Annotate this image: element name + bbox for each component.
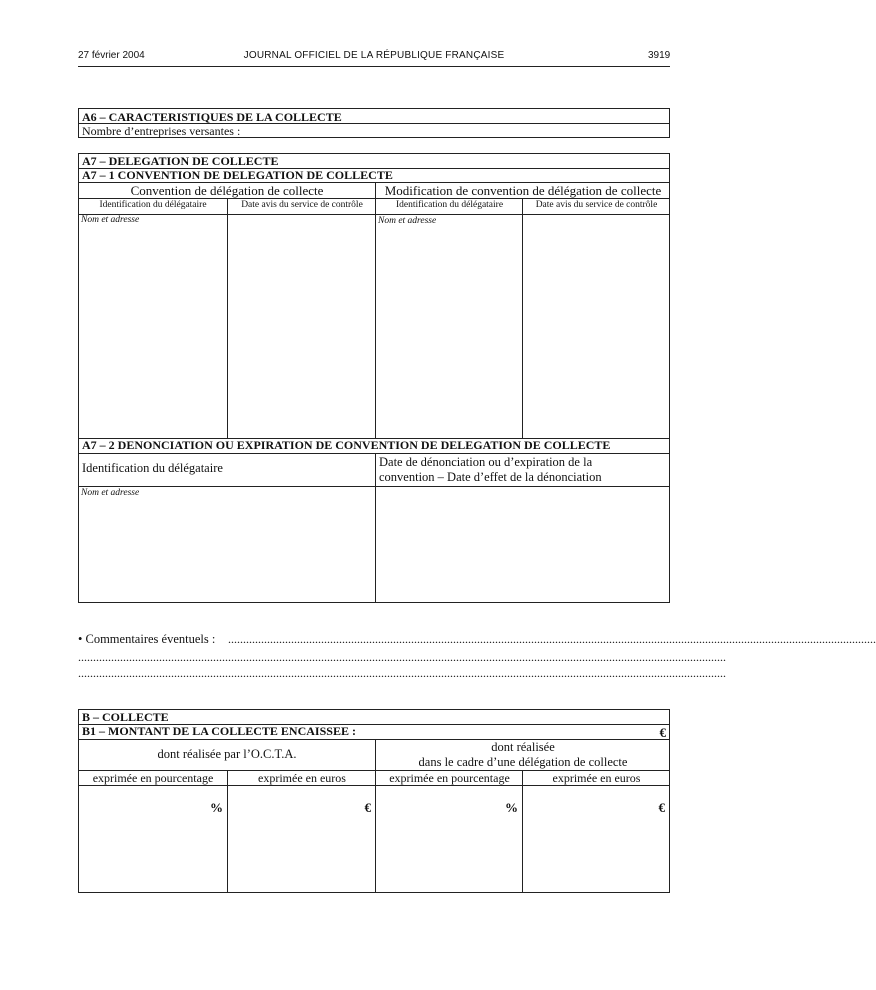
- col-date-1: [227, 198, 375, 214]
- den-date-head: [375, 453, 669, 486]
- deleg-label-1: dont réalisée: [491, 740, 555, 754]
- conv-left-label: Convention de délégation de collecte: [130, 183, 324, 198]
- ident-2-field[interactable]: [375, 214, 522, 438]
- b1-row: [79, 724, 669, 739]
- a6-title: A6 – CARACTERISTIQUES DE LA COLLECTE: [82, 110, 342, 124]
- col-ident-2: [375, 198, 522, 214]
- pct-label-2: exprimée en pourcentage: [389, 771, 510, 785]
- den-ident-field[interactable]: [79, 486, 375, 602]
- eur-head-2: [522, 770, 669, 785]
- comments-line-2[interactable]: ........................................................................................................................................................................................................................: [78, 650, 726, 664]
- comments-line-3[interactable]: ........................................................................................................................................................................................................................: [78, 666, 726, 680]
- col-ident-1: [79, 198, 227, 214]
- octa-label: dont réalisée par l’O.C.T.A.: [157, 747, 297, 761]
- date-1-field[interactable]: [227, 214, 375, 438]
- col-date-2-label: Date avis du service de contrôle: [535, 200, 658, 210]
- deleg-head: [375, 739, 669, 770]
- nom-adresse-3: Nom et adresse: [81, 488, 140, 498]
- den-ident-label: Identification du délégataire: [82, 461, 223, 475]
- eur-field-2[interactable]: [522, 785, 669, 892]
- pct-label-1: exprimée en pourcentage: [92, 771, 214, 785]
- pct-field-2[interactable]: [375, 785, 522, 892]
- pct-head-2: [375, 770, 522, 785]
- entreprises-label: Nombre d’entreprises versantes :: [82, 124, 241, 138]
- deleg-label-2: dans le cadre d’une délégation de collecte: [418, 755, 628, 769]
- a7-2-row: [79, 438, 669, 453]
- b1-euro-symbol: €: [659, 725, 666, 740]
- col-date-2: [522, 198, 669, 214]
- a6-row: [79, 123, 669, 137]
- a7-1-title: A7 – 1 CONVENTION DE DELEGATION DE COLLECTE: [82, 168, 393, 182]
- comments-label: • Commentaires éventuels :: [78, 632, 216, 646]
- conv-right-head: [375, 182, 669, 198]
- page-number: 3919: [648, 50, 671, 61]
- a7-title: A7 – DELEGATION DE COLLECTE: [82, 154, 279, 168]
- b-title: B – COLLECTE: [82, 710, 169, 724]
- eur-head-1: [227, 770, 375, 785]
- col-ident-1-label: Identification du délégataire: [99, 200, 207, 210]
- a7-2-title: A7 – 2 DENONCIATION OU EXPIRATION DE CONVENTION DE DELEGATION DE COLLECTE: [82, 438, 611, 452]
- den-ident-head: [79, 453, 375, 486]
- date-2-field[interactable]: [522, 214, 669, 438]
- header-title: JOURNAL OFFICIEL DE LA RÉPUBLIQUE FRANÇAISE: [243, 50, 505, 61]
- euro-symbol-1: €: [364, 800, 371, 815]
- den-date-label-2: convention – Date d’effet de la dénonciation: [379, 470, 602, 484]
- b-section: [78, 709, 670, 893]
- col-date-1-label: Date avis du service de contrôle: [241, 200, 363, 210]
- conv-right-label: Modification de convention de délégation de collecte: [384, 183, 662, 198]
- ident-1-field[interactable]: [79, 214, 227, 438]
- eur-label-1: exprimée en euros: [258, 771, 346, 785]
- conv-left-head: [79, 182, 375, 198]
- col-ident-2-label: Identification du délégataire: [395, 200, 504, 210]
- nom-adresse-1: Nom et adresse: [81, 215, 140, 225]
- den-date-field[interactable]: [375, 486, 669, 602]
- pct-field-1[interactable]: [79, 785, 227, 892]
- den-date-label-1: Date de dénonciation ou d’expiration de la: [379, 455, 593, 469]
- header-date: 27 février 2004: [78, 50, 145, 61]
- eur-label-2: exprimée en euros: [552, 771, 641, 785]
- a6-section: [78, 108, 670, 138]
- eur-field-1[interactable]: [227, 785, 375, 892]
- pct-symbol-2: %: [505, 800, 518, 815]
- a7-1-row: [79, 168, 669, 182]
- b1-title: B1 – MONTANT DE LA COLLECTE ENCAISSEE :: [82, 724, 356, 738]
- a7-section: [78, 153, 670, 603]
- octa-head: [79, 739, 375, 770]
- pct-symbol-1: %: [210, 800, 223, 815]
- euro-symbol-2: €: [658, 800, 665, 815]
- nom-adresse-2: Nom et adresse: [378, 216, 437, 226]
- page-header: [0, 50, 748, 64]
- comments-line-1[interactable]: ........................................................................................................................................................................................................................: [228, 632, 876, 646]
- pct-head-1: [79, 770, 227, 785]
- header-rule: [78, 66, 670, 67]
